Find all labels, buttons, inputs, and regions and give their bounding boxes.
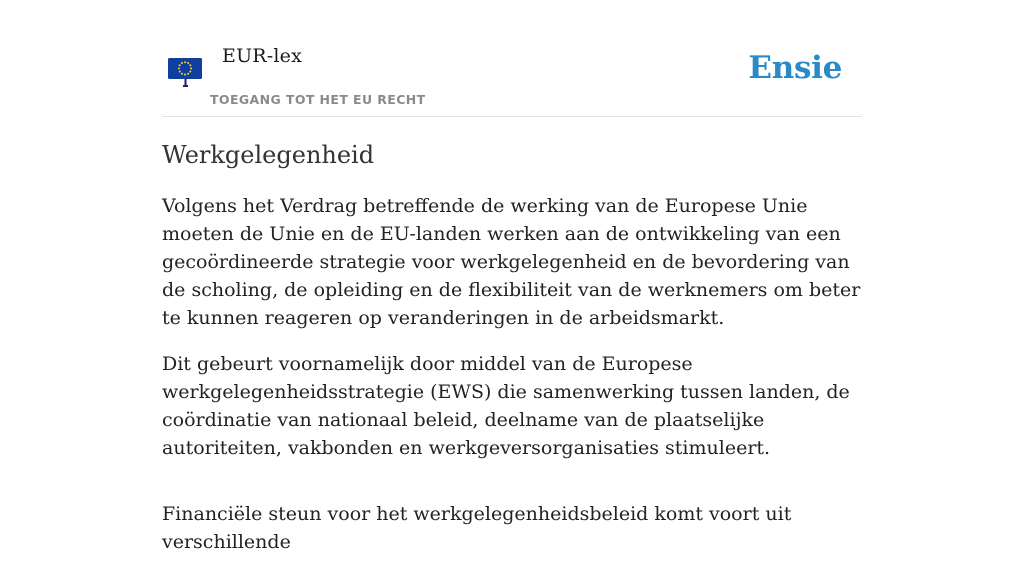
site-name[interactable]: EUR-lex [222,45,303,67]
article-paragraph: Volgens het Verdrag betreffende de werking van de Europese Unie moeten de Unie en de EU-landen werken aan de ontwikkeling van een gecoördineerde strategie voor werkgelegenheid en de bevordering van de scholing, de opleiding en de flexibiliteit van de werknemers om beter te kunnen reageren op veranderingen in de arbeidsmarkt. [162,195,861,329]
site-header [162,0,862,117]
site-tagline: TOEGANG TOT HET EU RECHT [210,92,426,107]
article-paragraph: Dit gebeurt voornamelijk door middel van de Europese werkgelegenheidsstrategie (EWS) die samenwerking tussen landen, de coördinatie van nationaal beleid, deelname van de plaatselijke autoriteiten, vakbonden en werkgeversorganisaties stimuleert. [162,353,850,459]
brand-logo-text[interactable]: Ensie [748,50,842,86]
flag-pole [185,79,187,86]
article-content [162,139,862,574]
article-paragraph: Financiële steun voor het werkgelegenheidsbeleid komt voort uit verschillende [162,503,792,553]
flag-base [183,85,188,87]
eu-flag-icon[interactable] [168,56,204,88]
flag-field [168,58,202,79]
page-title: Werkgelegenheid [162,141,375,169]
